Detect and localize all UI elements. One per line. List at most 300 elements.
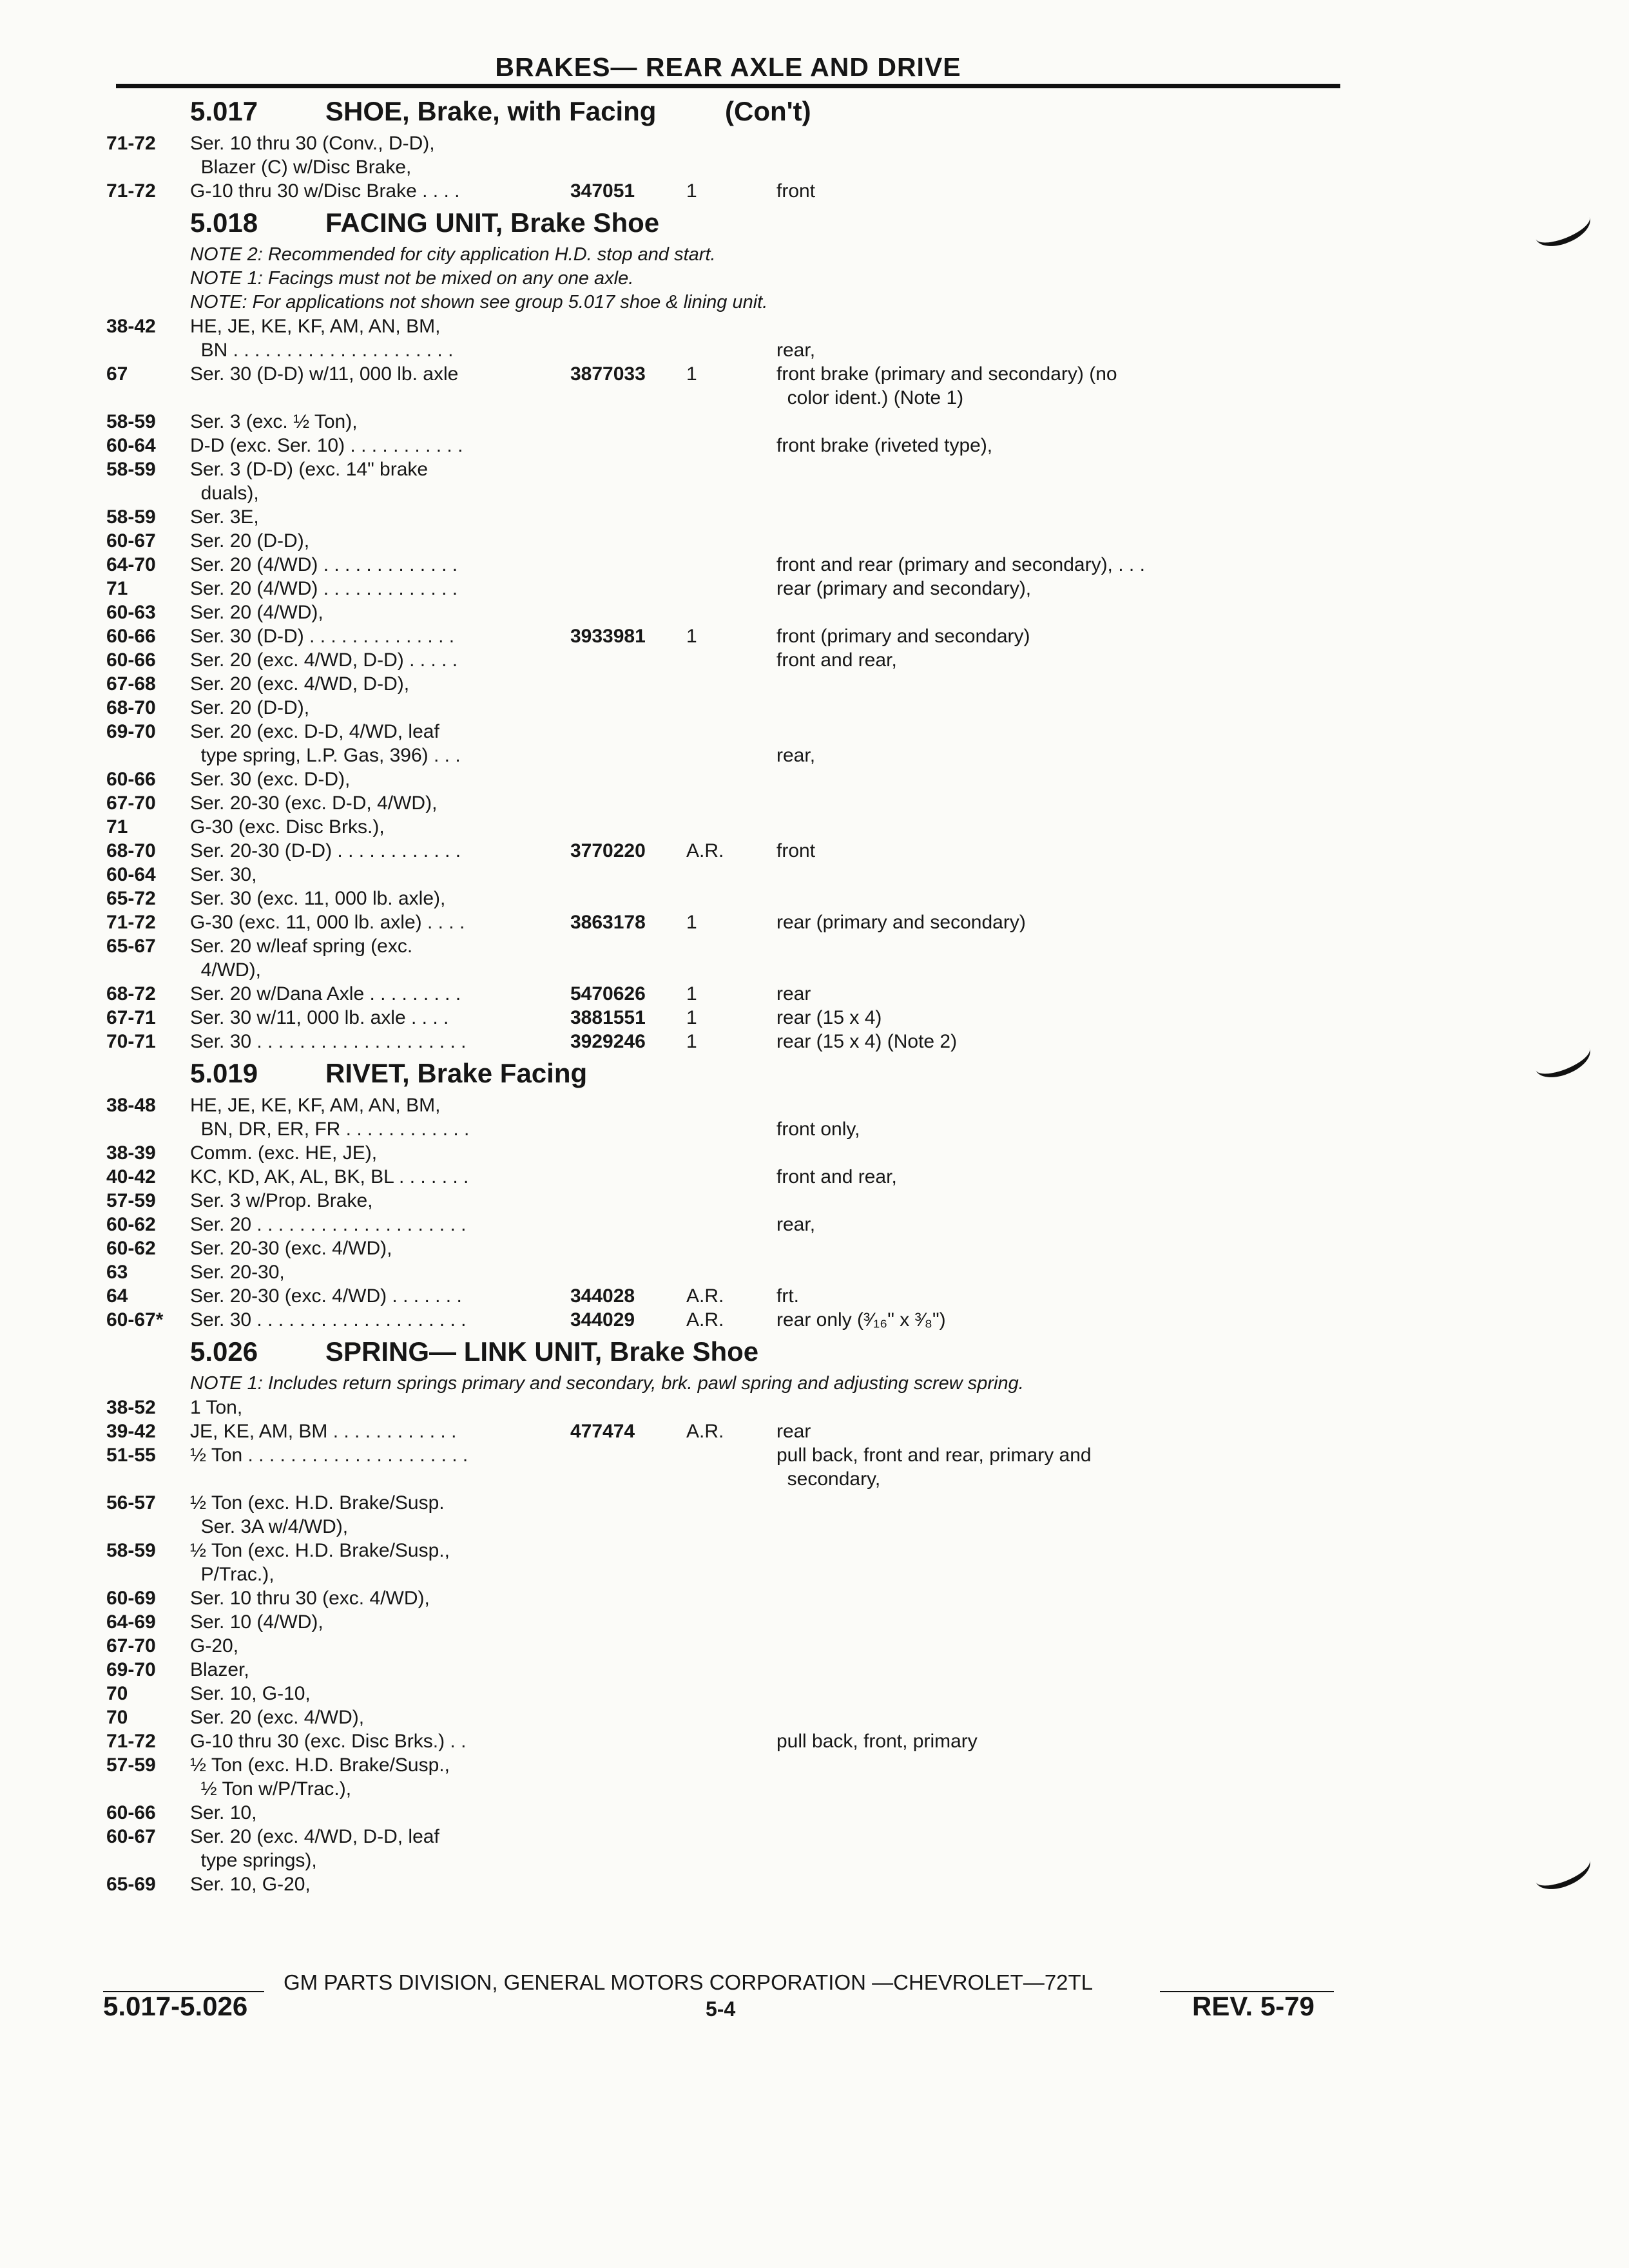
- quantity: [686, 958, 712, 982]
- binder-hole-mark: [1530, 203, 1595, 253]
- model-years: 39-42: [106, 1421, 156, 1442]
- quantity: A.R.: [686, 840, 724, 861]
- description: [712, 1586, 1340, 1610]
- part-number: [557, 1396, 686, 1419]
- page-header: [116, 46, 1340, 88]
- series-application: HE, JE, KE, KF, AM, AN, BM,: [190, 1095, 441, 1116]
- part-number: [557, 553, 686, 577]
- parts-row: [106, 338, 1340, 362]
- quantity: [686, 1141, 712, 1165]
- page-number: 5-4: [706, 1997, 736, 2021]
- part-number: [557, 1753, 686, 1777]
- quantity: [686, 1515, 712, 1539]
- series-application: Ser. 20 (exc. 4/WD, D-D, leaf: [190, 1826, 439, 1847]
- model-years: 67-70: [106, 1635, 156, 1657]
- quantity: [686, 529, 712, 553]
- parts-row: [106, 1213, 1340, 1236]
- part-number: [557, 1777, 686, 1801]
- series-application: type spring, L.P. Gas, 396) . . .: [190, 745, 461, 766]
- quantity: [686, 1610, 712, 1634]
- quantity: [686, 1706, 712, 1729]
- quantity: [686, 720, 712, 744]
- series-application: Ser. 30 . . . . . . . . . . . . . . . . . . . .: [190, 1309, 467, 1331]
- description: front: [776, 840, 816, 861]
- series-application: Comm. (exc. HE, JE),: [190, 1142, 378, 1164]
- series-application: BN, DR, ER, FR . . . . . . . . . . . .: [190, 1119, 470, 1140]
- series-application: Blazer,: [190, 1659, 249, 1680]
- binder-hole-mark: [1530, 1846, 1595, 1896]
- part-number: [557, 1117, 686, 1141]
- part-number: [557, 601, 686, 624]
- quantity: [686, 1634, 712, 1658]
- series-application: HE, JE, KE, KF, AM, AN, BM,: [190, 316, 441, 337]
- description: [712, 1610, 1340, 1634]
- quantity: [686, 815, 712, 839]
- model-years: 71-72: [106, 1731, 156, 1752]
- part-number: [557, 1682, 686, 1706]
- binder-hole-mark: [1530, 1034, 1595, 1084]
- part-number: [557, 815, 686, 839]
- quantity: [686, 1539, 712, 1562]
- quantity: 1: [686, 363, 697, 385]
- quantity: [686, 410, 712, 434]
- quantity: [686, 1236, 712, 1260]
- model-years: 64-70: [106, 554, 156, 575]
- series-application: Ser. 20-30 (exc. D-D, 4/WD),: [190, 793, 438, 814]
- part-number: [557, 887, 686, 910]
- model-years: 67-68: [106, 673, 156, 695]
- description: [712, 1682, 1340, 1706]
- series-application: Ser. 10,: [190, 1802, 257, 1823]
- quantity: [686, 1825, 712, 1849]
- model-years: [106, 1562, 184, 1586]
- parts-row: [106, 648, 1340, 672]
- quantity: [686, 1189, 712, 1213]
- description: [712, 791, 1340, 815]
- section-name: SHOE, Brake, with Facing: [325, 96, 657, 126]
- series-application: Ser. 10, G-20,: [190, 1874, 311, 1895]
- part-number: [557, 410, 686, 434]
- description: front brake (riveted type),: [776, 435, 993, 456]
- model-years: 58-59: [106, 506, 156, 528]
- part-number: [557, 1706, 686, 1729]
- part-number: [557, 434, 686, 457]
- quantity: [686, 767, 712, 791]
- description: rear,: [776, 340, 816, 361]
- section-name: FACING UNIT, Brake Shoe: [325, 207, 660, 238]
- series-application: BN . . . . . . . . . . . . . . . . . . . . .: [190, 340, 454, 361]
- part-number: [557, 1260, 686, 1284]
- part-number: [557, 767, 686, 791]
- series-application: ½ Ton (exc. H.D. Brake/Susp.,: [190, 1754, 450, 1776]
- model-years: 67-71: [106, 1007, 156, 1028]
- part-number: [557, 1491, 686, 1515]
- description: rear: [776, 983, 811, 1004]
- parts-row: [106, 982, 1340, 1006]
- quantity: [686, 457, 712, 481]
- series-application: Ser. 20 (4/WD),: [190, 602, 323, 623]
- quantity: [686, 434, 712, 457]
- model-years: 38-48: [106, 1095, 156, 1116]
- part-number: [557, 1658, 686, 1682]
- model-years: 64-69: [106, 1611, 156, 1633]
- description: [712, 1189, 1340, 1213]
- series-application: Ser. 20 (D-D),: [190, 697, 310, 718]
- quantity: [686, 505, 712, 529]
- section-number: 5.017: [190, 96, 258, 126]
- model-years: 64: [106, 1285, 128, 1307]
- model-years: [106, 958, 184, 982]
- section-number: 5.019: [190, 1058, 258, 1088]
- description: [712, 481, 1340, 505]
- series-application: 4/WD),: [190, 959, 261, 981]
- parts-row: [106, 1586, 1340, 1610]
- series-application: ½ Ton w/P/Trac.),: [190, 1778, 352, 1800]
- parts-row: [106, 1658, 1340, 1682]
- parts-row: [106, 1443, 1340, 1467]
- model-years: 67-70: [106, 793, 156, 814]
- quantity: [686, 1562, 712, 1586]
- quantity: [686, 791, 712, 815]
- description: [712, 1825, 1340, 1849]
- part-number: [557, 648, 686, 672]
- parts-row: [106, 624, 1340, 648]
- series-application: Ser. 3 (exc. ½ Ton),: [190, 411, 358, 432]
- series-application: ½ Ton (exc. H.D. Brake/Susp.,: [190, 1540, 450, 1561]
- description: [712, 1801, 1340, 1825]
- part-number: [557, 720, 686, 744]
- model-years: [106, 1849, 184, 1872]
- description: front brake (primary and secondary) (no: [776, 363, 1117, 385]
- model-years: 60-67*: [106, 1309, 164, 1331]
- part-number: [557, 1467, 686, 1491]
- parts-row: [106, 577, 1340, 601]
- description: [712, 1753, 1340, 1777]
- part-number: [557, 791, 686, 815]
- parts-row: [106, 1634, 1340, 1658]
- description: [712, 1777, 1340, 1801]
- model-years: 68-72: [106, 983, 156, 1004]
- model-years: [106, 481, 184, 505]
- quantity: [686, 338, 712, 362]
- quantity: [686, 1849, 712, 1872]
- part-number: [557, 314, 686, 338]
- parts-row: [106, 1706, 1340, 1729]
- model-years: 38-39: [106, 1142, 156, 1164]
- series-application: Blazer (C) w/Disc Brake,: [190, 157, 412, 178]
- series-application: Ser. 10 thru 30 (Conv., D-D),: [190, 133, 435, 154]
- parts-row: [106, 1562, 1340, 1586]
- series-application: Ser. 10 (4/WD),: [190, 1611, 323, 1633]
- model-years: 60-67: [106, 530, 156, 552]
- series-application: Ser. 20-30 (exc. 4/WD),: [190, 1238, 392, 1259]
- model-years: 60-66: [106, 626, 156, 647]
- section-name: SPRING— LINK UNIT, Brake Shoe: [325, 1336, 759, 1367]
- description: [712, 1491, 1340, 1515]
- quantity: [686, 386, 712, 410]
- description: [712, 1706, 1340, 1729]
- quantity: 1: [686, 626, 697, 647]
- part-number: [557, 131, 686, 155]
- parts-row: [106, 910, 1340, 934]
- parts-row: [106, 1396, 1340, 1419]
- quantity: [686, 1777, 712, 1801]
- model-years: 38-52: [106, 1397, 156, 1418]
- part-number: [557, 1189, 686, 1213]
- parts-row: [106, 720, 1340, 744]
- model-years: 60-64: [106, 864, 156, 885]
- parts-row: [106, 696, 1340, 720]
- parts-row: [106, 1165, 1340, 1189]
- footer-range: 5.017-5.026: [103, 1991, 248, 2021]
- part-number: [557, 744, 686, 767]
- series-application: Ser. 20-30,: [190, 1262, 285, 1283]
- parts-row: [106, 386, 1340, 410]
- part-number: [557, 386, 686, 410]
- series-application: Ser. 30 (exc. 11, 000 lb. axle),: [190, 888, 446, 909]
- model-years: 68-70: [106, 697, 156, 718]
- quantity: [686, 1491, 712, 1515]
- series-application: Ser. 20 (exc. D-D, 4/WD, leaf: [190, 721, 439, 742]
- model-years: 71-72: [106, 133, 156, 154]
- parts-row: [106, 529, 1340, 553]
- part-number: 5470626: [570, 983, 646, 1004]
- part-number: 3881551: [570, 1007, 646, 1028]
- part-number: 3770220: [570, 840, 646, 861]
- parts-row: [106, 1030, 1340, 1053]
- section-name: RIVET, Brake Facing: [325, 1058, 588, 1088]
- part-number: [557, 1515, 686, 1539]
- series-application: Ser. 20-30 (D-D) . . . . . . . . . . . .: [190, 840, 461, 861]
- parts-row: [106, 434, 1340, 457]
- quantity: [686, 553, 712, 577]
- parts-row: [106, 958, 1340, 982]
- part-number: 3877033: [570, 363, 646, 385]
- description: frt.: [776, 1285, 799, 1307]
- series-application: Ser. 30,: [190, 864, 257, 885]
- series-application: ½ Ton . . . . . . . . . . . . . . . . . . . . .: [190, 1445, 468, 1466]
- series-application: Ser. 30 w/11, 000 lb. axle . . . .: [190, 1007, 449, 1028]
- description: front only,: [776, 1119, 860, 1140]
- quantity: [686, 1396, 712, 1419]
- parts-row: [106, 1006, 1340, 1030]
- series-application: Ser. 20-30 (exc. 4/WD) . . . . . . .: [190, 1285, 462, 1307]
- part-number: [557, 577, 686, 601]
- revision-label: REV. 5-79: [1192, 1991, 1315, 2021]
- quantity: [686, 1260, 712, 1284]
- part-number: 477474: [570, 1421, 635, 1442]
- parts-row: [106, 1141, 1340, 1165]
- series-application: duals),: [190, 483, 259, 504]
- parts-row: [106, 744, 1340, 767]
- series-application: Ser. 30 (exc. D-D),: [190, 769, 351, 790]
- description: rear,: [776, 745, 816, 766]
- part-number: [557, 1539, 686, 1562]
- description: [712, 1260, 1340, 1284]
- series-application: Ser. 30 . . . . . . . . . . . . . . . . . . . .: [190, 1031, 467, 1052]
- description: [712, 1515, 1340, 1539]
- part-number: [557, 481, 686, 505]
- description: front and rear,: [776, 1166, 897, 1187]
- description: front and rear,: [776, 649, 897, 671]
- part-number: [557, 1093, 686, 1117]
- section-title: [106, 1332, 1340, 1372]
- model-years: 60-64: [106, 435, 156, 456]
- parts-row: [106, 1729, 1340, 1753]
- quantity: [686, 887, 712, 910]
- part-number: [557, 1165, 686, 1189]
- model-years: 57-59: [106, 1190, 156, 1211]
- model-years: [106, 744, 184, 767]
- parts-row: [106, 1419, 1340, 1443]
- series-application: Ser. 30 (D-D) . . . . . . . . . . . . . .: [190, 626, 455, 647]
- description: [712, 410, 1340, 434]
- parts-row: [106, 934, 1340, 958]
- quantity: [686, 481, 712, 505]
- description: color ident.) (Note 1): [776, 387, 964, 408]
- part-number: [557, 1849, 686, 1872]
- quantity: [686, 1093, 712, 1117]
- part-number: [557, 958, 686, 982]
- parts-row: [106, 1825, 1340, 1849]
- model-years: 67: [106, 363, 128, 385]
- model-years: 70: [106, 1683, 128, 1704]
- parts-row: [106, 131, 1340, 155]
- part-number: [557, 1801, 686, 1825]
- description: front (primary and secondary): [776, 626, 1030, 647]
- part-number: [557, 1610, 686, 1634]
- section-title: [106, 1053, 1340, 1093]
- model-years: 58-59: [106, 411, 156, 432]
- series-application: G-10 thru 30 w/Disc Brake . . . .: [190, 180, 460, 202]
- parts-row: [106, 1753, 1340, 1777]
- quantity: [686, 1213, 712, 1236]
- model-years: 63: [106, 1262, 128, 1283]
- part-number: [557, 1236, 686, 1260]
- description: pull back, front and rear, primary and: [776, 1445, 1092, 1466]
- series-application: Ser. 3 w/Prop. Brake,: [190, 1190, 373, 1211]
- model-years: 60-63: [106, 602, 156, 623]
- part-number: [557, 1213, 686, 1236]
- model-years: 58-59: [106, 459, 156, 480]
- description: [712, 131, 1340, 155]
- parts-row: [106, 1539, 1340, 1562]
- model-years: 60-66: [106, 1802, 156, 1823]
- series-application: Ser. 3E,: [190, 506, 259, 528]
- quantity: [686, 577, 712, 601]
- parts-row: [106, 672, 1340, 696]
- series-application: KC, KD, AK, AL, BK, BL . . . . . . .: [190, 1166, 469, 1187]
- part-number: [557, 338, 686, 362]
- model-years: 56-57: [106, 1492, 156, 1514]
- model-years: 60-62: [106, 1238, 156, 1259]
- parts-row: [106, 1260, 1340, 1284]
- description: [712, 1872, 1340, 1896]
- series-application: Ser. 30 (D-D) w/11, 000 lb. axle: [190, 363, 459, 385]
- part-number: [557, 1586, 686, 1610]
- part-number: [557, 863, 686, 887]
- model-years: [106, 155, 184, 179]
- quantity: 1: [686, 1031, 697, 1052]
- quantity: [686, 744, 712, 767]
- model-years: 65-67: [106, 936, 156, 957]
- series-application: D-D (exc. Ser. 10) . . . . . . . . . . .: [190, 435, 463, 456]
- parts-row: [106, 553, 1340, 577]
- description: rear only (³⁄₁₆" x ³⁄₈"): [776, 1309, 946, 1331]
- part-number: 3863178: [570, 912, 646, 933]
- series-application: [184, 1467, 557, 1491]
- description: [712, 672, 1340, 696]
- quantity: [686, 1801, 712, 1825]
- parts-row: [106, 887, 1340, 910]
- parts-row: [106, 314, 1340, 338]
- description: [712, 1141, 1340, 1165]
- part-number: [557, 1562, 686, 1586]
- quantity: A.R.: [686, 1285, 724, 1307]
- footer-text: GM PARTS DIVISION, GENERAL MOTORS CORPORATION —CHEVROLET—72TL: [284, 1970, 1094, 1994]
- quantity: [686, 1467, 712, 1491]
- series-application: Ser. 20 (4/WD) . . . . . . . . . . . . .: [190, 578, 458, 599]
- model-years: 71: [106, 816, 128, 838]
- part-number: [557, 505, 686, 529]
- parts-row: [106, 863, 1340, 887]
- quantity: [686, 155, 712, 179]
- description: [712, 887, 1340, 910]
- parts-row: [106, 362, 1340, 386]
- description: front and rear (primary and secondary), . . .: [776, 554, 1145, 575]
- series-application: ½ Ton (exc. H.D. Brake/Susp.: [190, 1492, 445, 1514]
- description: [712, 696, 1340, 720]
- series-application: type springs),: [190, 1850, 317, 1871]
- parts-row: [106, 767, 1340, 791]
- part-number: 3929246: [570, 1031, 646, 1052]
- model-years: [106, 1467, 184, 1491]
- parts-row: [106, 839, 1340, 863]
- part-number: [557, 155, 686, 179]
- part-number: 344028: [570, 1285, 635, 1307]
- model-years: 51-55: [106, 1445, 156, 1466]
- quantity: [686, 1729, 712, 1753]
- parts-row: [106, 1682, 1340, 1706]
- quantity: 1: [686, 912, 697, 933]
- description: [712, 1236, 1340, 1260]
- series-application: Ser. 20 (exc. 4/WD, D-D) . . . . .: [190, 649, 458, 671]
- part-number: [557, 1825, 686, 1849]
- model-years: [106, 338, 184, 362]
- quantity: [686, 131, 712, 155]
- description: [712, 958, 1340, 982]
- series-application: Ser. 3 (D-D) (exc. 14" brake: [190, 459, 429, 480]
- parts-row: [106, 481, 1340, 505]
- model-years: 69-70: [106, 721, 156, 742]
- series-application: G-20,: [190, 1635, 239, 1657]
- section-number: 5.026: [190, 1336, 258, 1367]
- series-application: [184, 386, 557, 410]
- section-note: NOTE 1: Includes return springs primary and secondary, brk. pawl spring and adjusting screw spring.: [190, 1373, 1024, 1394]
- description: rear (15 x 4): [776, 1007, 882, 1028]
- description: front: [776, 180, 816, 202]
- description: [712, 314, 1340, 338]
- description: [712, 767, 1340, 791]
- model-years: [106, 1777, 184, 1801]
- description: [712, 720, 1340, 744]
- series-application: Ser. 20 (D-D),: [190, 530, 310, 552]
- quantity: [686, 1165, 712, 1189]
- parts-row: [106, 505, 1340, 529]
- parts-row: [106, 1610, 1340, 1634]
- model-years: 57-59: [106, 1754, 156, 1776]
- section-note: NOTE: For applications not shown see group 5.017 shoe & lining unit.: [190, 292, 768, 312]
